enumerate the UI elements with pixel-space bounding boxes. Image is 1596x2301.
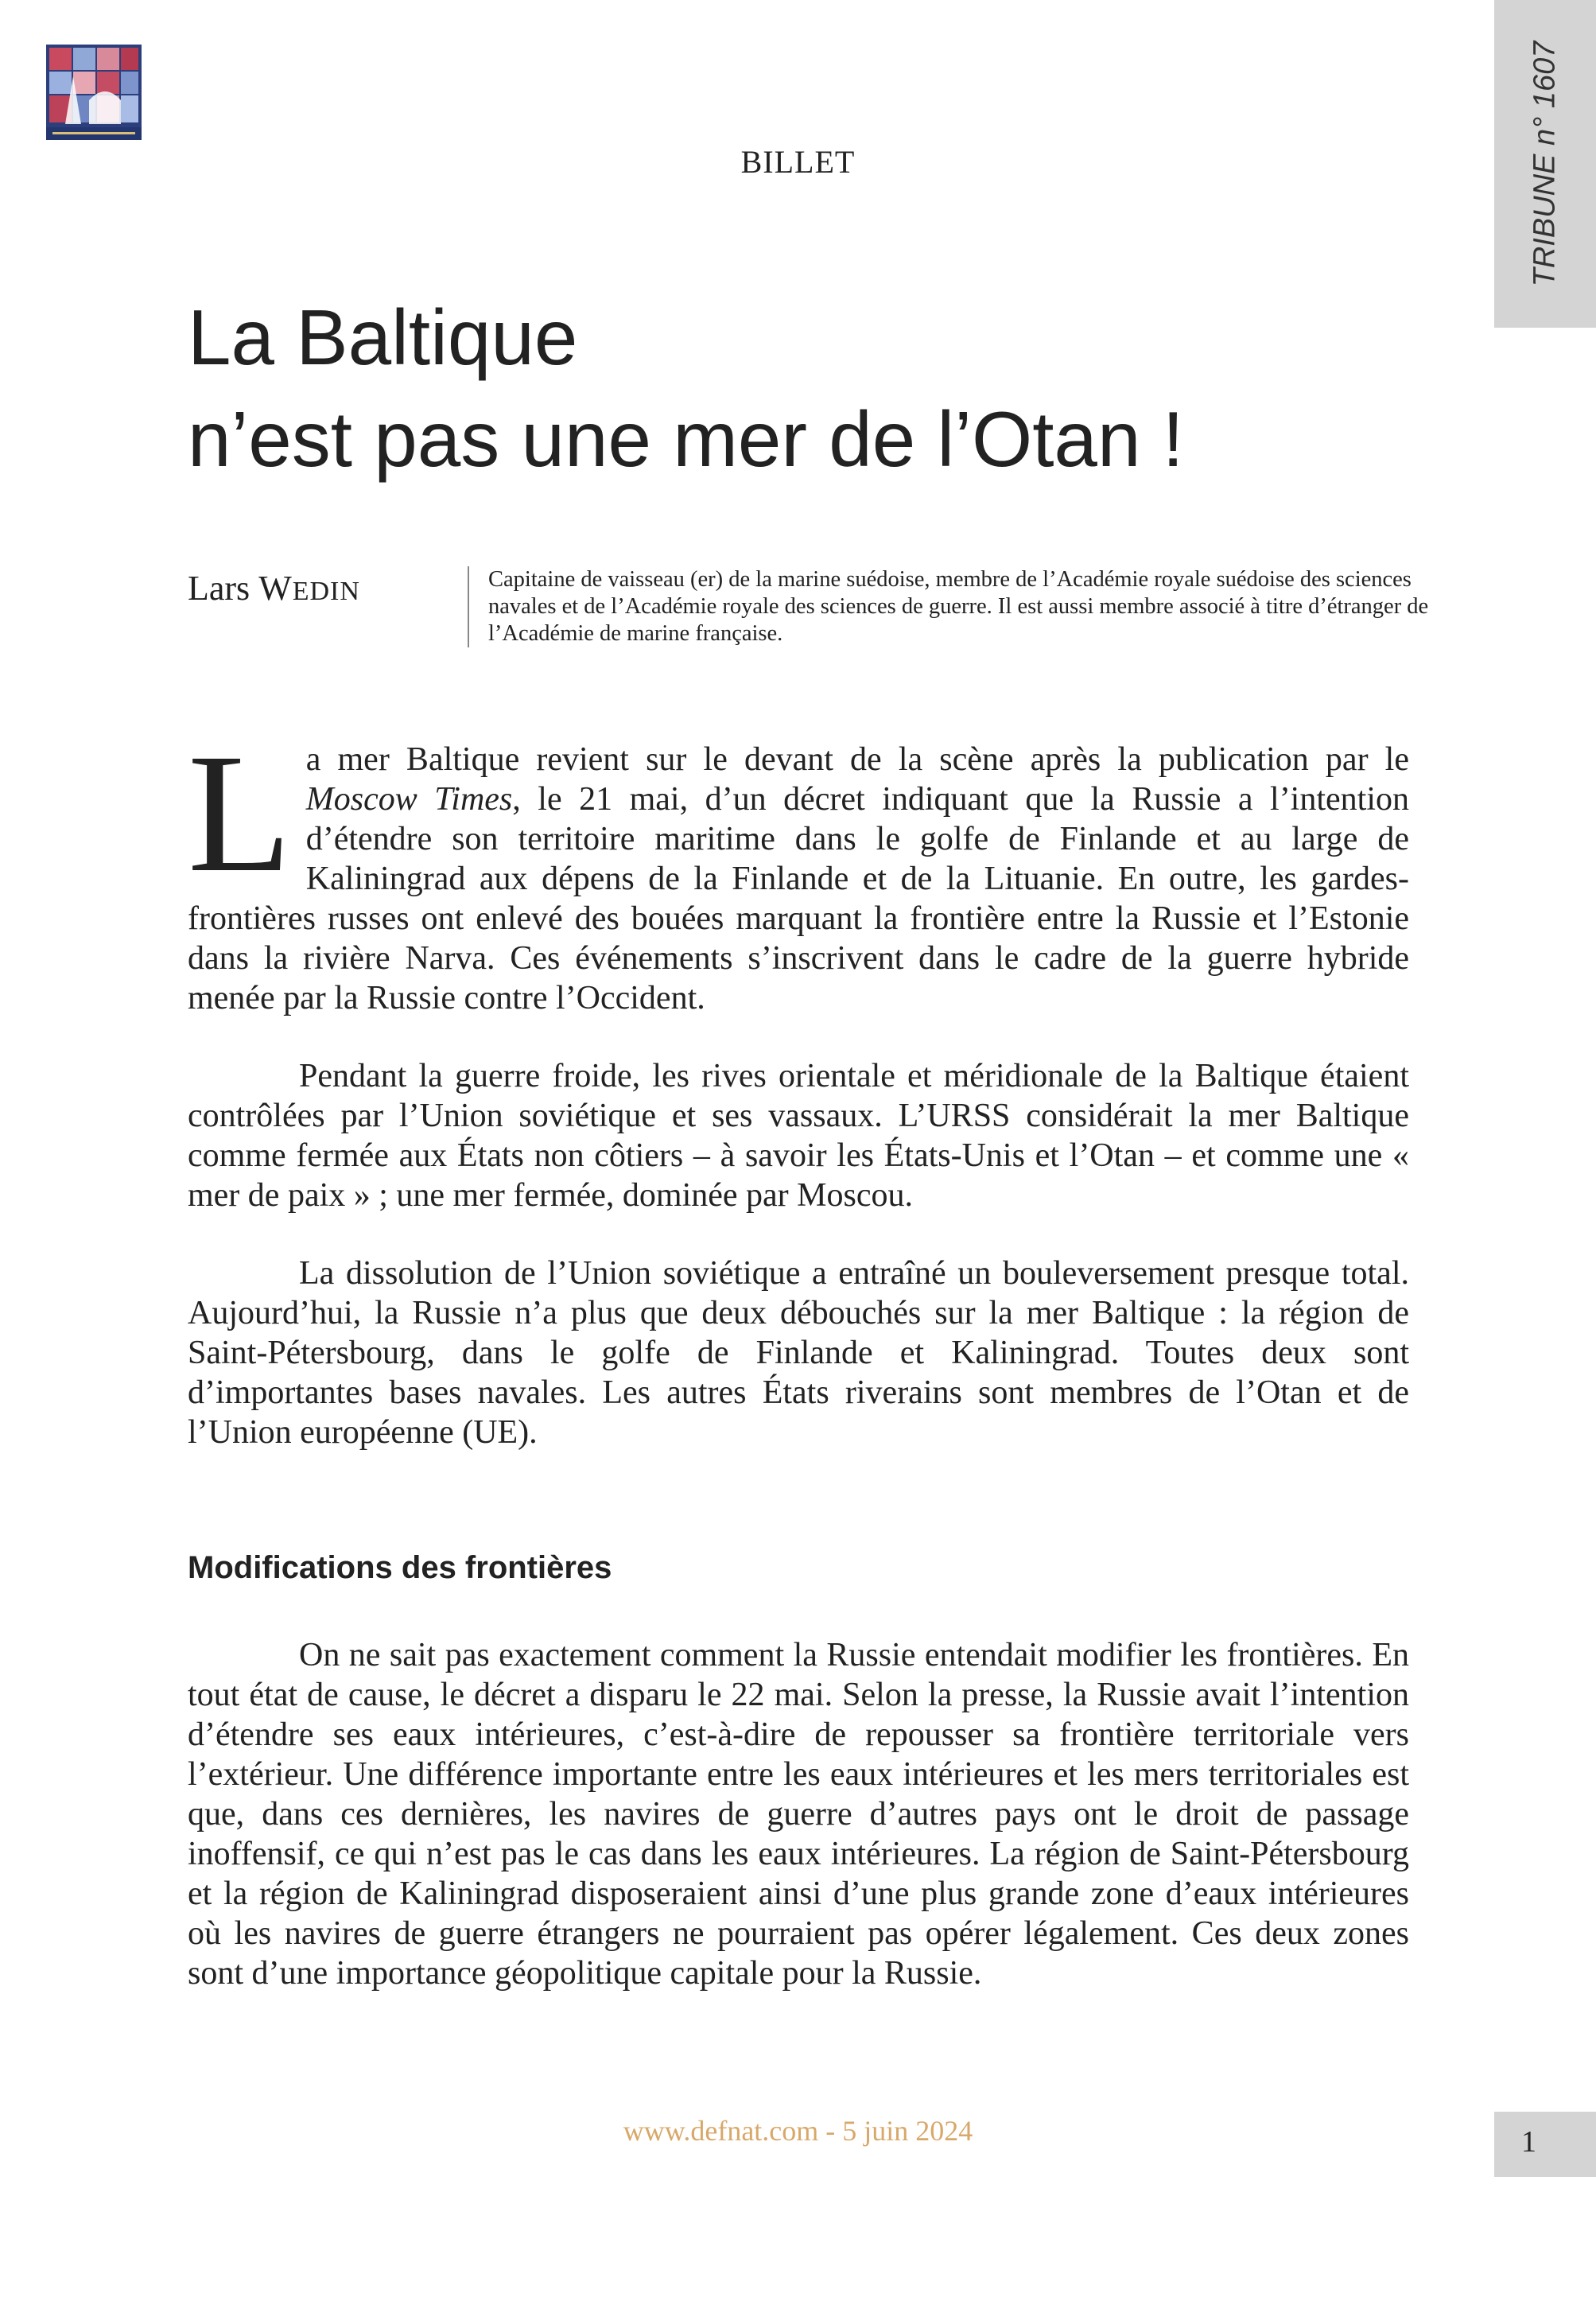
- section-label: BILLET: [740, 144, 856, 180]
- article-body: [188, 719, 1409, 2031]
- paragraph-1: [188, 719, 1409, 1018]
- tribune-number: TRIBUNE n° 1607: [1528, 41, 1562, 287]
- drop-cap: L: [188, 719, 292, 908]
- author-first-name: Lars: [188, 569, 250, 608]
- title-line-1: La Baltique: [188, 293, 578, 381]
- footer-source: www.defnat.com - 5 juin 2024: [623, 2115, 973, 2147]
- paragraph-1-italic: Moscow Times: [305, 781, 513, 818]
- logo-icon: [46, 45, 142, 140]
- page-number-box: [1494, 2112, 1596, 2177]
- publication-logo: [46, 45, 142, 140]
- paragraph-1-end: , le 21 mai, d’un décret indiquant que la Russie a l’intention d’étendre son territoire maritime dans le golfe de Finlande et au large de Kaliningrad aux dépens de la Finlande et de la Lituanie. En outre, les gardes-frontières russes ont enlevé des bouées marquant la frontière entre la Russie et l’Estonie dans la rivière Narva. Ces événements s’inscrivent dans le cadre de la guerre hybride menée par la Russie contre l’Occident.: [188, 781, 1409, 1016]
- page-number: 1: [1521, 2125, 1536, 2159]
- paragraph-2: Pendant la guerre froide, les rives orientale et méridionale de la Baltique étaient contrôlées par l’Union soviétique et ses vassaux. L’URSS considérait la mer Baltique comme fermée aux États non côtiers – à savoir les États-Unis et l’Otan – et comme une « mer de paix » ; une mer fermée, dominée par Moscou.: [188, 1058, 1409, 1214]
- author-bio: Capitaine de vaisseau (er) de la marine suédoise, membre de l’Académie royale suédoise des sciences navales et de l’Académie royale des sciences de guerre. Il est aussi membre associé à titre d’étranger de l’Académie de marine française.: [468, 566, 1435, 647]
- article-title: [188, 286, 1380, 490]
- section-heading: Modifications des frontières: [188, 1550, 612, 1585]
- paragraph-1-start: a mer Baltique revient sur le devant de la scène après la publication par le: [305, 741, 1409, 778]
- author-last-name: WEDIN: [258, 569, 360, 608]
- title-line-2: n’est pas une mer de l’Otan !: [188, 395, 1184, 483]
- paragraph-4: On ne sait pas exactement comment la Russie entendait modifier les frontières. En tout état de cause, le décret a disparu le 22 mai. Selon la presse, la Russie avait l’intention d’étendre ses eaux intérieures, c’est-à-dire de repousser sa frontière territoriale vers l’extérieur. Une différence importante entre les eaux intérieures et les mers territoriales est que, dans ces dernières, les navires de guerre d’autres pays ont le droit de passage inoffensif, ce qui n’est pas le cas dans les eaux intérieures. La région de Saint-Pétersbourg et la région de Kaliningrad disposeraient ainsi d’une plus grande zone d’eaux intérieures où les navires de guerre étrangers ne pourraient pas opérer légalement. Ces deux zones sont d’une importance géopolitique capitale pour la Russie.: [188, 1637, 1409, 1992]
- author-name: [188, 568, 360, 608]
- paragraph-3: La dissolution de l’Union soviétique a entraîné un bouleversement presque total. Aujourd’hui, la Russie n’a plus que deux débouchés sur la mer Baltique : la région de Saint-Pétersbourg, dans le golfe de Finlande et Kaliningrad. Toutes deux sont d’importantes bases navales. Les autres États riverains sont membres de l’Otan et de l’Union européenne (UE).: [188, 1255, 1409, 1451]
